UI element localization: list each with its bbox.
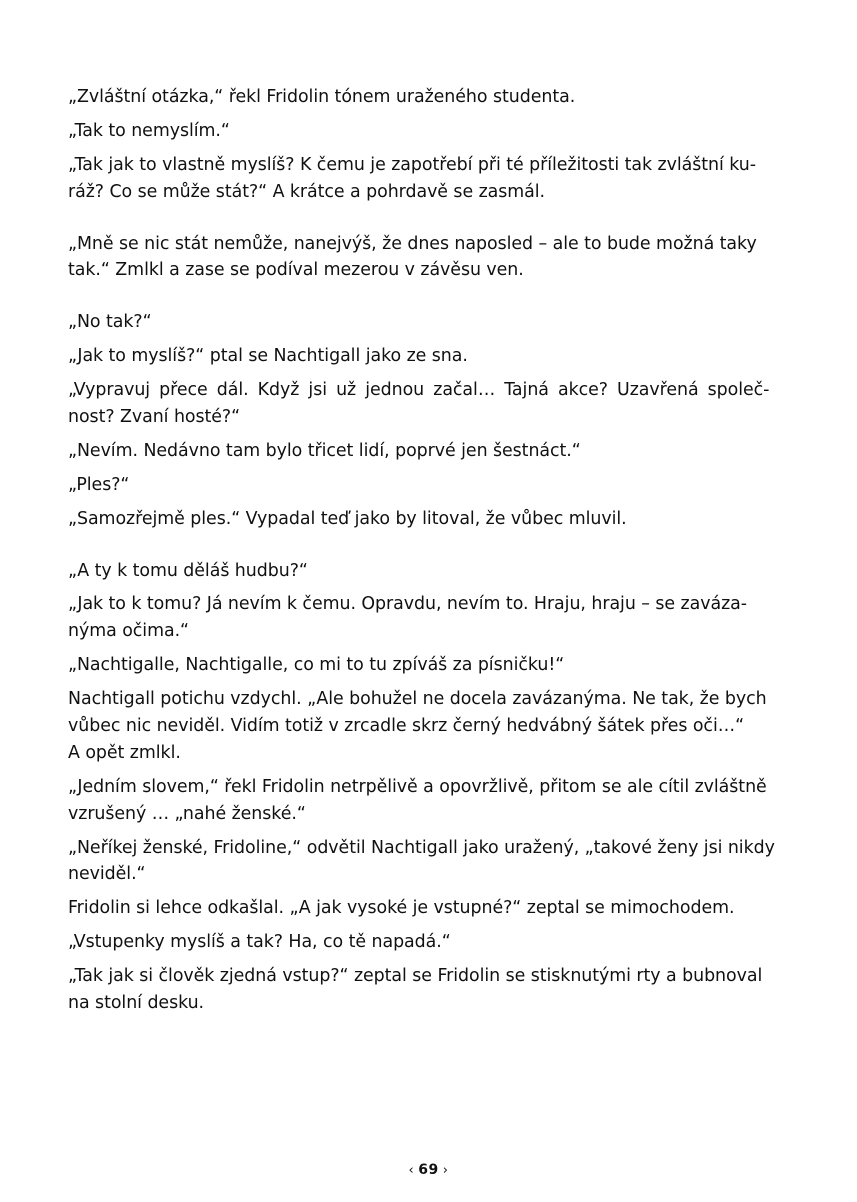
paragraph (68, 591, 790, 645)
line-gap (68, 145, 790, 152)
line-gap (68, 431, 790, 438)
paragraph (68, 472, 790, 499)
text-line: Nachtigall potichu vzdychl. „Ale bohužel ne docela zavázanýma. Ne tak, že bych (68, 689, 767, 710)
text-line: A opět zmlkl. (68, 742, 181, 763)
paragraph (68, 438, 790, 465)
line-gap (68, 111, 790, 118)
paragraph (68, 231, 790, 285)
text-line: „Jak to myslíš?“ ptal se Nachtigall jako ze sna. (68, 346, 468, 367)
text-line: na stolní desku. (68, 993, 205, 1014)
paragraph-gap (68, 284, 790, 309)
page-number: 69 (418, 1162, 439, 1178)
text-line: tak.“ Zmlkl a zase se podíval mezerou v závěsu ven. (68, 260, 524, 281)
text-line: Fridolin si lehce odkašlal. „A jak vysoké je vstupné?“ zeptal se mimochodem. (68, 898, 735, 919)
page-footer (0, 1162, 857, 1178)
paragraph (68, 929, 790, 956)
text-line: „Tak to nemyslím.“ (68, 120, 230, 141)
line-gap (68, 679, 790, 686)
paragraph (68, 309, 790, 336)
line-gap (68, 370, 790, 377)
paragraph (68, 343, 790, 370)
text-line: „Nachtigalle, Nachtigalle, co mi to tu zpíváš za písničku!“ (68, 655, 565, 676)
text-line: „A ty k tomu děláš hudbu?“ (68, 560, 308, 581)
text-line: neviděl.“ (68, 864, 146, 885)
text-line: „Jedním slovem,“ řekl Fridolin netrpělivě a opovržlivě, přitom se ale cítil zvláštně (68, 776, 767, 797)
text-line: „Vypravuj přece dál. Když jsi už jednou začal… Tajná akce? Uzavřená společ- (68, 380, 770, 401)
text-line: „Ples?“ (68, 474, 130, 495)
line-gap (68, 828, 790, 835)
line-gap (68, 922, 790, 929)
paragraph (68, 835, 790, 889)
prev-page-arrow-icon[interactable]: ‹ (408, 1163, 415, 1178)
text-line: vzrušený … „nahé ženské.“ (68, 803, 306, 824)
text-line: nost? Zvaní hosté?“ (68, 407, 241, 428)
text-line: nýma očima.“ (68, 621, 190, 642)
paragraph (68, 774, 790, 828)
line-gap (68, 645, 790, 652)
text-line: „Jak to k tomu? Já nevím k čemu. Opravdu, nevím to. Hraju, hraju – se zaváza- (68, 594, 747, 615)
text-line: ráž? Co se může stát?“ A krátce a pohrdavě se zasmál. (68, 181, 546, 202)
paragraph (68, 84, 790, 111)
text-line: „Tak jak si člověk zjedná vstup?“ zeptal se Fridolin se stisknutými rty a bubnoval (68, 966, 763, 987)
text-line: vůbec nic neviděl. Vidím totiž v zrcadle skrz černý hedvábný šátek přes oči…“ (68, 716, 745, 737)
line-gap (68, 767, 790, 774)
next-page-arrow-icon[interactable]: › (442, 1163, 449, 1178)
paragraph (68, 377, 790, 431)
paragraph (68, 686, 790, 767)
paragraph (68, 558, 790, 585)
paragraph (68, 652, 790, 679)
paragraph (68, 895, 790, 922)
paragraph (68, 118, 790, 145)
line-gap (68, 336, 790, 343)
paragraph-gap (68, 533, 790, 558)
text-line: „Mně se nic stát nemůže, nanejvýš, že dnes naposled – ale to bude možná taky (68, 233, 757, 254)
text-line: „No tak?“ (68, 312, 152, 333)
line-gap (68, 465, 790, 472)
text-line: „Samozřejmě ples.“ Vypadal teď jako by litoval, že vůbec mluvil. (68, 508, 627, 529)
text-line: „Neříkej ženské, Fridoline,“ odvětil Nachtigall jako uražený, „takové ženy jsi nikdy (68, 837, 775, 858)
text-line: „Zvláštní otázka,“ řekl Fridolin tónem uraženého studenta. (68, 87, 576, 107)
line-gap (68, 956, 790, 963)
text-line: „Tak jak to vlastně myslíš? K čemu je zapotřebí při té příležitosti tak zvláštní ku- (68, 154, 756, 175)
paragraph-gap (68, 206, 790, 231)
line-gap (68, 888, 790, 895)
paragraph (68, 506, 790, 533)
line-gap (68, 584, 790, 591)
paragraph (68, 152, 790, 206)
line-gap (68, 499, 790, 506)
paragraph (68, 963, 790, 1017)
page-body-text (68, 84, 790, 1017)
text-line: „Vstupenky myslíš a tak? Ha, co tě napadá.“ (68, 932, 451, 953)
text-line: „Nevím. Nedávno tam bylo třicet lidí, poprvé jen šestnáct.“ (68, 440, 581, 461)
